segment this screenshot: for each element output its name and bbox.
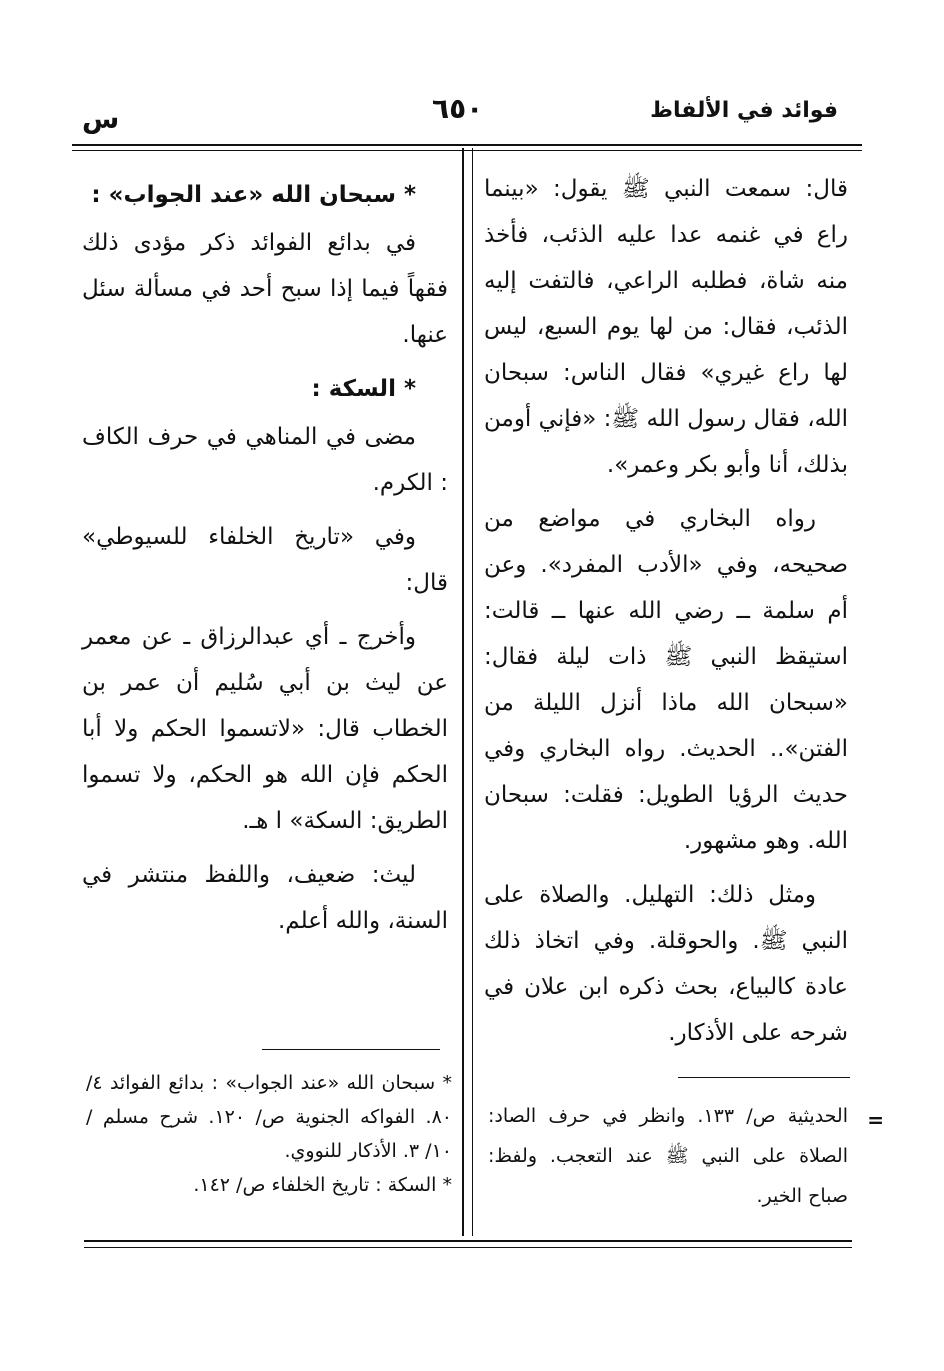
paragraph: ليث: ضعيف، واللفظ منتشر في السنة، والله أعلم. [82, 862, 448, 934]
header-rule [72, 144, 862, 146]
footer-rule [84, 1240, 852, 1242]
left-column [82, 172, 448, 952]
footnote-right [488, 1096, 848, 1216]
footnote-continuation-marker: = [867, 1108, 884, 1132]
page-number: ٦٥٠ [432, 92, 484, 125]
column-divider-thin [472, 148, 473, 1236]
footer-rule-thin [84, 1247, 852, 1248]
footnote-left [86, 1066, 452, 1202]
paragraph: ومثل ذلك: التهليل. والصلاة على النبي ﷺ. والحوقلة. وفي اتخاذ ذلك عادة كالبياع، بحث ذكره ابن علان في شرحه على الأذكار. [484, 882, 848, 1046]
footnote-rule [678, 1077, 850, 1078]
running-header-title: فوائد في الألفاظ [650, 98, 838, 123]
footnote-text: * السكة : تاريخ الخلفاء ص/ ١٤٢. [193, 1174, 452, 1196]
paragraph: وأخرج ـ أي عبدالرزاق ـ عن معمر عن ليث بن أبي سُليم أن عمر بن الخطاب قال: «لاتسموا الحكم ولا أبا الحكم فإن الله هو الحكم، ولا تسموا الطريق: السكة» ا هـ. [82, 624, 448, 834]
paragraph: رواه البخاري في مواضع من صحيحه، وفي «الأدب المفرد». وعن أم سلمة ــ رضي الله عنها ــ قالت: استيقظ النبي ﷺ ذات ليلة فقال: «سبحان الله ماذا أنزل الليلة من الفتن».. الحديث. رواه البخاري وفي حديث الرؤيا الطويل: فقلت: سبحان الله. وهو مشهور. [484, 506, 848, 854]
paragraph: في بدائع الفوائد ذكر مؤدى ذلك فقهاً فيما إذا سبح أحد في مسألة سئل عنها. [82, 230, 448, 348]
header-rule-thin [72, 150, 862, 151]
entry-heading: * السكة : [311, 376, 416, 402]
paragraph: مضى في المناهي في حرف الكاف : الكرم. [82, 424, 448, 496]
footnote-text: * سبحان الله «عند الجواب» : بدائع الفوائد ٤/ ٨٠. الفواكه الجنوية ص/ ١٢٠. شرح مسلم / ١٠/ ٣. الأذكار للنووي. [86, 1072, 453, 1162]
paragraph: وفي «تاريخ الخلفاء للسيوطي» قال: [82, 524, 448, 596]
right-column [484, 166, 848, 1064]
column-divider [462, 148, 464, 1236]
footnote-rule [262, 1049, 440, 1050]
section-letter: س [82, 104, 120, 135]
paragraph: قال: سمعت النبي ﷺ يقول: «بينما راع في غنمه عدا عليه الذئب، فأخذ منه شاة، فطلبه الراعي، فالتفت إليه الذئب، فقال: من لها يوم السبع، ليس لها راع غيري» فقال الناس: سبحان الله، فقال رسول الله ﷺ: «فإني أومن بذلك، أنا وأبو بكر وعمر». [484, 176, 848, 478]
footnote-text: الحديثية ص/ ١٣٣. وانظر في حرف الصاد: الصلاة على النبي ﷺ عند التعجب. ولفظ: صباح الخير. [488, 1105, 848, 1207]
entry-heading: * سبحان الله «عند الجواب» : [91, 182, 416, 208]
